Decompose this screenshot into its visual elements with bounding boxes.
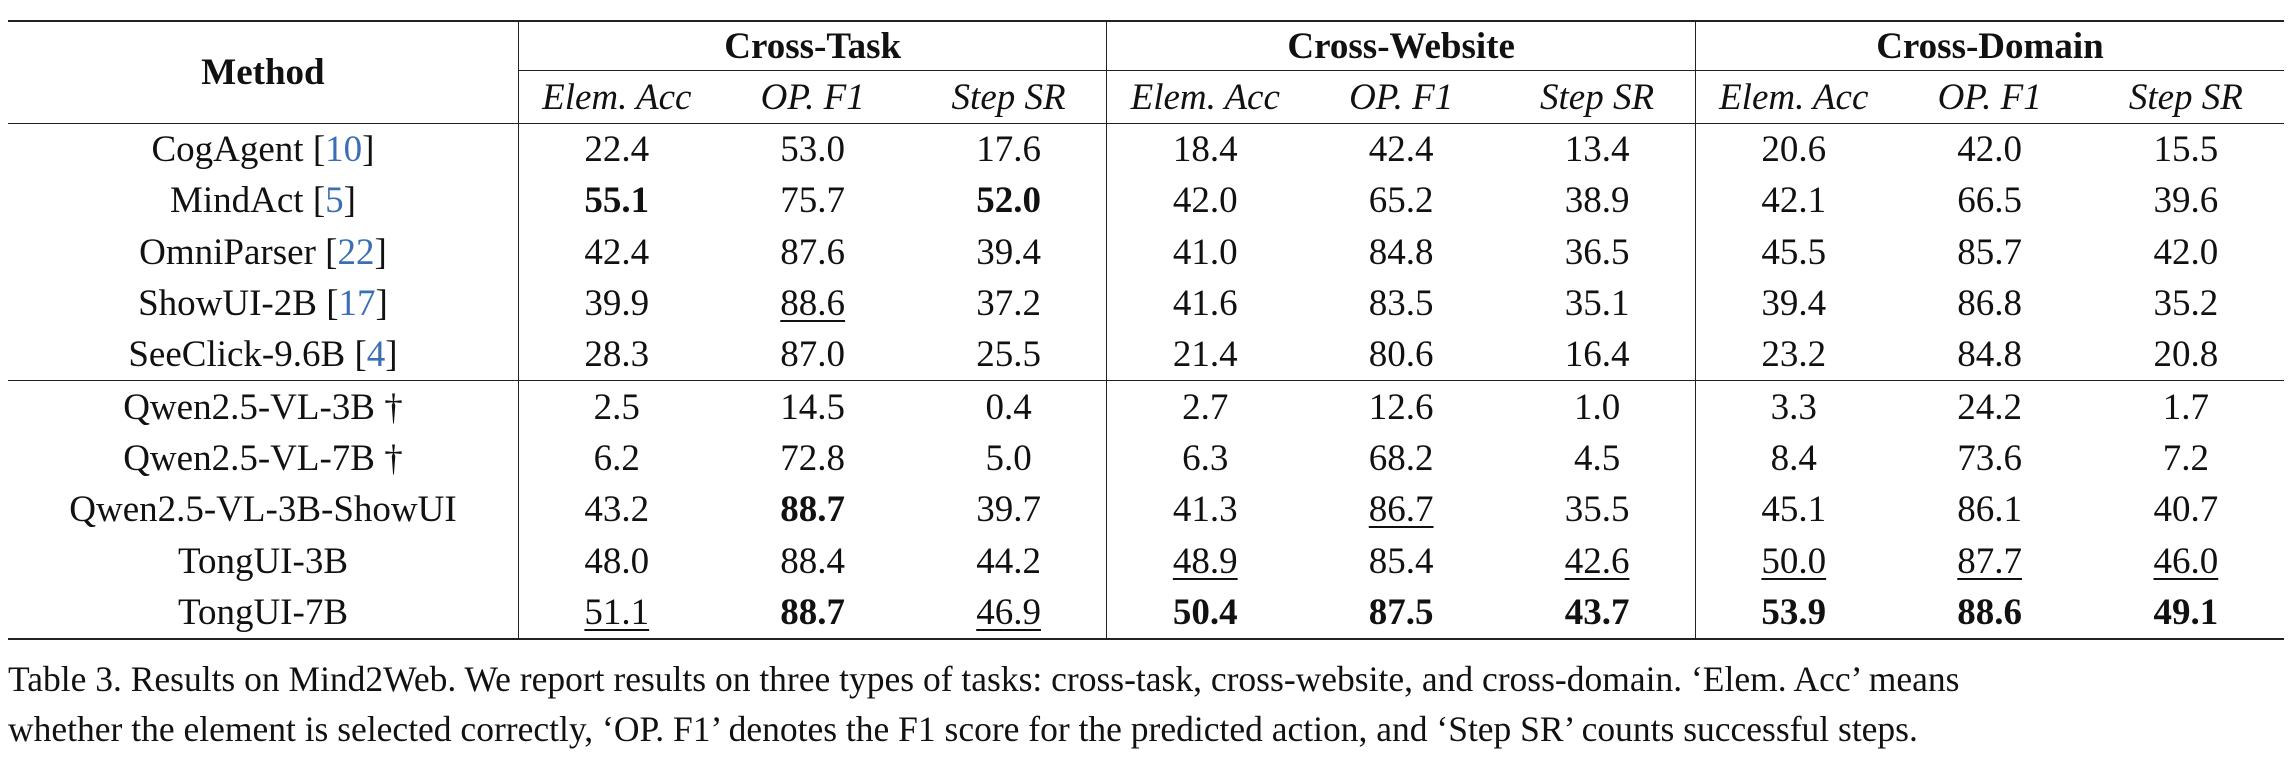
value-cell — [518, 587, 714, 639]
value-text: 7.2 — [2162, 437, 2209, 479]
value-cell — [715, 175, 911, 226]
value-text: 86.8 — [1957, 283, 2023, 325]
value-cell — [911, 381, 1107, 433]
method-label: OmniParser — [139, 231, 316, 273]
value-text: 88.6 — [1957, 591, 2023, 633]
value-cell — [1499, 329, 1695, 381]
value-text: 6.2 — [593, 437, 640, 479]
value-cell — [1892, 329, 2088, 381]
metric-header: OP. F1 — [760, 76, 865, 118]
value-text: 53.9 — [1761, 591, 1827, 633]
value-cell — [1303, 587, 1499, 639]
value-text: 84.8 — [1368, 231, 1434, 273]
value-text: 39.4 — [976, 231, 1041, 273]
value-text: 80.6 — [1368, 334, 1434, 376]
value-cell — [715, 278, 911, 329]
value-text: 0.4 — [985, 386, 1032, 428]
caption-line-2: whether the element is selected correctly, ‘OP. F1’ denotes the F1 score for the predicted action, and ‘Step SR’ counts successful steps. — [8, 708, 1918, 749]
value-cell — [1695, 175, 1891, 226]
value-text: 25.5 — [976, 334, 1041, 376]
value-text: 46.9 — [976, 591, 1041, 633]
value-cell — [518, 227, 714, 278]
method-header: Method — [8, 21, 518, 124]
value-text: 39.9 — [584, 283, 650, 325]
value-cell — [1892, 227, 2088, 278]
method-name — [8, 484, 518, 535]
value-text: 65.2 — [1368, 180, 1434, 222]
value-text: 87.5 — [1368, 591, 1434, 633]
value-cell — [1892, 535, 2088, 586]
value-cell — [1303, 484, 1499, 535]
metric-header: Step SR — [951, 76, 1066, 118]
value-cell — [911, 278, 1107, 329]
results-table — [8, 20, 2284, 640]
metric-header: Elem. Acc — [518, 71, 714, 124]
value-text: 86.1 — [1957, 489, 2023, 531]
value-cell — [911, 124, 1107, 176]
value-text: 83.5 — [1368, 283, 1434, 325]
value-cell — [1695, 381, 1891, 433]
value-text: 53.0 — [780, 129, 846, 171]
value-cell — [2088, 587, 2284, 639]
value-cell — [1499, 278, 1695, 329]
value-text: 52.0 — [976, 180, 1041, 222]
value-cell — [2088, 535, 2284, 586]
value-text: 13.4 — [1564, 129, 1630, 171]
value-text: 50.4 — [1172, 591, 1238, 633]
value-cell — [1499, 175, 1695, 226]
value-text: 21.4 — [1172, 334, 1238, 376]
table-row — [8, 433, 2284, 484]
value-cell — [2088, 227, 2284, 278]
value-text: 2.7 — [1182, 386, 1229, 428]
value-cell — [2088, 124, 2284, 176]
value-cell — [1695, 484, 1891, 535]
value-cell — [518, 433, 714, 484]
group-header-cross-website: Cross-Website — [1107, 21, 1695, 71]
method-name — [8, 381, 518, 433]
value-cell — [715, 484, 911, 535]
results-figure — [8, 20, 2288, 754]
value-text: 84.8 — [1957, 334, 2023, 376]
method-label: Qwen2.5-VL-7B † — [123, 437, 403, 479]
value-text: 1.7 — [2162, 386, 2209, 428]
value-cell — [715, 587, 911, 639]
method-name: OmniParser [22] — [139, 231, 387, 273]
value-text: 66.5 — [1957, 180, 2023, 222]
value-text: 75.7 — [780, 180, 846, 222]
table-row — [8, 124, 2284, 176]
group-header-cross-domain: Cross-Domain — [1695, 21, 2284, 71]
value-text: 4.5 — [1573, 437, 1621, 479]
value-cell — [1107, 535, 1303, 586]
value-cell — [1892, 433, 2088, 484]
value-cell — [715, 329, 911, 381]
citation-link[interactable]: 22 — [337, 231, 375, 273]
value-text: 42.0 — [1172, 180, 1238, 222]
value-cell — [1695, 433, 1891, 484]
value-text: 41.3 — [1172, 489, 1238, 531]
value-text: 5.0 — [985, 437, 1032, 479]
table-row — [8, 381, 2284, 433]
value-text: 15.5 — [2153, 129, 2219, 171]
value-text: 85.4 — [1368, 540, 1434, 582]
value-cell — [518, 175, 714, 226]
value-cell — [1303, 175, 1499, 226]
value-cell — [715, 381, 911, 433]
value-text: 23.2 — [1761, 334, 1827, 376]
results-body — [8, 124, 2284, 639]
value-text: 49.1 — [2153, 591, 2219, 633]
value-cell — [1107, 433, 1303, 484]
value-text: 42.4 — [1368, 129, 1434, 171]
value-cell — [1695, 587, 1891, 639]
value-cell — [911, 587, 1107, 639]
caption-line-1: Table 3. Results on Mind2Web. We report results on three types of tasks: cross-task, cross-website, and cross-domain. ‘Elem. Acc’ means — [8, 658, 1960, 699]
value-text: 41.0 — [1172, 231, 1238, 273]
value-text: 39.4 — [1761, 283, 1827, 325]
value-text: 86.7 — [1368, 489, 1434, 531]
value-text: 41.6 — [1172, 283, 1238, 325]
value-cell — [1695, 227, 1891, 278]
method-label: Qwen2.5-VL-3B-ShowUI — [69, 489, 457, 531]
group-header-row — [8, 21, 2284, 71]
citation-link[interactable]: 5 — [325, 180, 344, 222]
value-cell — [1107, 329, 1303, 381]
value-cell — [1892, 175, 2088, 226]
metric-header: Step SR — [1540, 76, 1655, 118]
value-cell — [1499, 535, 1695, 586]
method-name: MindAct [5] — [169, 180, 356, 222]
value-cell — [1695, 124, 1891, 176]
method-label: SeeClick-9.6B — [128, 334, 346, 376]
method-name — [8, 433, 518, 484]
value-text: 20.8 — [2153, 334, 2219, 376]
value-cell — [1303, 329, 1499, 381]
table-row — [8, 535, 2284, 586]
method-label: ShowUI-2B — [138, 283, 317, 325]
value-cell — [1499, 381, 1695, 433]
group-header-cross-task: Cross-Task — [518, 21, 1106, 71]
value-cell — [715, 124, 911, 176]
value-text: 50.0 — [1761, 540, 1827, 582]
value-cell — [1892, 124, 2088, 176]
value-text: 42.0 — [1957, 129, 2023, 171]
value-text: 43.2 — [584, 489, 650, 531]
value-text: 87.6 — [780, 231, 846, 273]
value-text: 18.4 — [1172, 129, 1238, 171]
value-cell — [1499, 124, 1695, 176]
value-cell — [715, 227, 911, 278]
table-row — [8, 278, 2284, 329]
metric-header: OP. F1 — [1349, 76, 1454, 118]
value-cell — [1499, 587, 1695, 639]
table-row — [8, 587, 2284, 639]
metric-header: OP. F1 — [1937, 76, 2042, 118]
value-cell — [911, 227, 1107, 278]
value-text: 46.0 — [2153, 540, 2219, 582]
value-text: 42.6 — [1564, 540, 1630, 582]
value-cell — [1303, 433, 1499, 484]
value-text: 51.1 — [584, 591, 650, 633]
metric-header: Step SR — [2128, 76, 2243, 118]
value-cell — [1107, 587, 1303, 639]
value-cell — [2088, 278, 2284, 329]
value-text: 17.6 — [976, 129, 1041, 171]
table-row — [8, 329, 2284, 381]
value-text: 35.2 — [2153, 283, 2219, 325]
value-cell — [911, 535, 1107, 586]
value-text: 14.5 — [780, 386, 846, 428]
value-cell — [518, 124, 714, 176]
value-cell — [1892, 484, 2088, 535]
value-cell — [2088, 329, 2284, 381]
value-cell — [1499, 227, 1695, 278]
citation-link[interactable]: 4 — [366, 334, 386, 376]
method-label: CogAgent — [151, 129, 304, 171]
value-text: 55.1 — [584, 180, 650, 222]
value-cell — [1892, 381, 2088, 433]
value-cell — [1695, 329, 1891, 381]
value-text: 22.4 — [584, 129, 650, 171]
value-text: 73.6 — [1957, 437, 2023, 479]
value-text: 35.1 — [1564, 283, 1630, 325]
method-name: ShowUI-2B [17] — [138, 283, 388, 325]
value-cell — [1695, 535, 1891, 586]
method-name — [8, 587, 518, 639]
value-text: 36.5 — [1564, 231, 1630, 273]
value-text: 72.8 — [780, 437, 846, 479]
method-label: TongUI-3B — [177, 540, 348, 582]
value-cell — [2088, 433, 2284, 484]
value-text: 3.3 — [1770, 386, 1817, 428]
value-text: 88.7 — [780, 489, 846, 531]
value-text: 42.0 — [2153, 231, 2219, 273]
value-text: 88.4 — [780, 540, 846, 582]
table-row — [8, 175, 2284, 226]
value-cell — [518, 484, 714, 535]
value-text: 40.7 — [2153, 489, 2219, 531]
value-text: 12.6 — [1368, 386, 1434, 428]
value-cell — [1695, 278, 1891, 329]
value-text: 35.5 — [1564, 489, 1630, 531]
value-cell — [1499, 484, 1695, 535]
value-text: 1.0 — [1573, 386, 1621, 428]
value-text: 48.9 — [1172, 540, 1238, 582]
value-text: 45.5 — [1761, 231, 1827, 273]
value-text: 39.7 — [976, 489, 1041, 531]
value-cell — [1107, 278, 1303, 329]
value-cell — [911, 175, 1107, 226]
value-text: 45.1 — [1761, 489, 1827, 531]
value-text: 43.7 — [1564, 591, 1630, 633]
value-text: 16.4 — [1564, 334, 1630, 376]
value-text: 48.0 — [584, 540, 650, 582]
value-cell — [1303, 124, 1499, 176]
value-cell — [911, 484, 1107, 535]
value-text: 42.4 — [584, 231, 650, 273]
value-text: 88.6 — [780, 283, 846, 325]
value-text: 85.7 — [1957, 231, 2023, 273]
value-cell — [911, 433, 1107, 484]
value-text: 24.2 — [1957, 386, 2023, 428]
value-cell — [1303, 381, 1499, 433]
value-cell — [1303, 227, 1499, 278]
value-cell — [1892, 587, 2088, 639]
value-cell — [1107, 227, 1303, 278]
value-cell — [1107, 175, 1303, 226]
value-cell — [1107, 124, 1303, 176]
citation-link[interactable]: 17 — [338, 283, 376, 325]
value-cell — [715, 535, 911, 586]
value-cell — [1499, 433, 1695, 484]
method-name: SeeClick-9.6B [4] — [128, 334, 398, 376]
value-text: 37.2 — [976, 283, 1041, 325]
value-cell — [1303, 278, 1499, 329]
value-cell — [715, 433, 911, 484]
value-cell — [518, 381, 714, 433]
value-cell — [2088, 175, 2284, 226]
value-text: 87.7 — [1957, 540, 2023, 582]
value-text: 2.5 — [593, 386, 640, 428]
value-cell — [2088, 381, 2284, 433]
value-text: 39.6 — [2153, 180, 2219, 222]
value-cell — [518, 535, 714, 586]
value-cell — [518, 278, 714, 329]
value-cell — [1107, 484, 1303, 535]
table-caption — [8, 654, 2278, 754]
value-cell — [518, 329, 714, 381]
table-row — [8, 227, 2284, 278]
citation-link[interactable]: 10 — [325, 129, 363, 171]
method-label: TongUI-7B — [177, 591, 348, 633]
value-text: 44.2 — [976, 540, 1041, 582]
value-cell — [1892, 278, 2088, 329]
value-text: 6.3 — [1182, 437, 1229, 479]
method-name — [8, 535, 518, 586]
method-label: MindAct — [169, 180, 304, 222]
value-text: 88.7 — [780, 591, 846, 633]
method-label: Qwen2.5-VL-3B † — [123, 386, 403, 428]
method-name: CogAgent [10] — [8, 124, 518, 176]
value-cell — [2088, 484, 2284, 535]
value-text: 8.4 — [1770, 437, 1817, 479]
value-cell — [911, 329, 1107, 381]
value-cell — [1107, 381, 1303, 433]
value-text: 68.2 — [1368, 437, 1434, 479]
value-cell — [1303, 535, 1499, 586]
value-text: 87.0 — [780, 334, 846, 376]
metric-header: Elem. Acc — [1107, 71, 1303, 124]
metric-header: Elem. Acc — [1695, 71, 1891, 124]
value-text: 38.9 — [1564, 180, 1630, 222]
value-text: 42.1 — [1761, 180, 1827, 222]
value-text: 20.6 — [1761, 129, 1827, 171]
table-row — [8, 484, 2284, 535]
value-text: 28.3 — [584, 334, 650, 376]
